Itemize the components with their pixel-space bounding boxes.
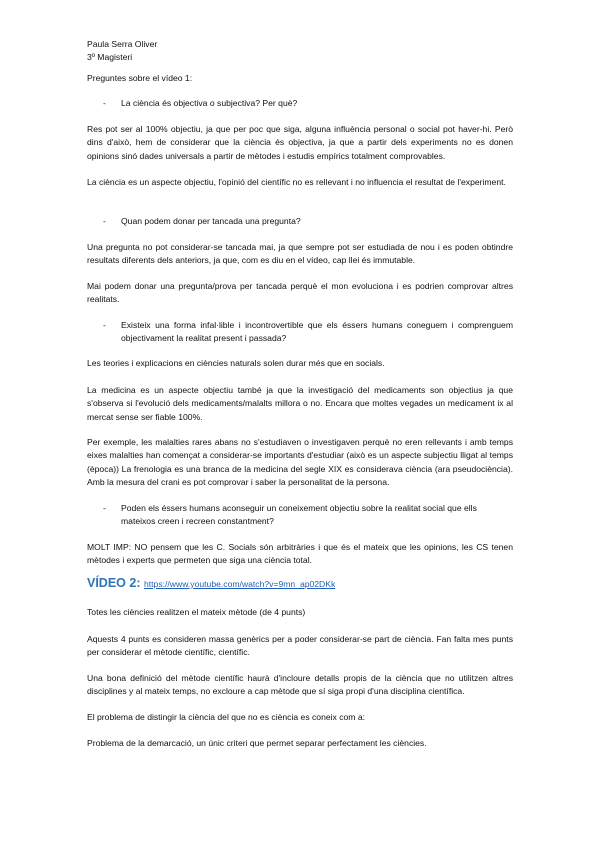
- question-3: Existeix una forma infal·lible i incontrovertible que els éssers humans coneguem i comprenguem objectivament la realitat present i passada?: [121, 320, 513, 344]
- video-2-link[interactable]: https://www.youtube.com/watch?v=9mn_ap02DKk: [143, 579, 336, 589]
- bullet-dash: -: [103, 320, 106, 330]
- question-4: Poden els éssers humans aconseguir un coneixement objectiu sobre la realitat social que ells mateixos creen i recreen constantment?: [121, 503, 477, 527]
- paragraph: El problema de distingir la ciència del que no es ciència es coneix com a:: [87, 712, 366, 722]
- paragraph: Una bona definició del mètode científic haurà d'incloure detalls propis de la ciència que no utilitzen altres disciplines y al mateix temps, no excloure a cap mètode que sí siga propi d'una disciplina científica.: [87, 673, 513, 697]
- question-1: La ciència és objectiva o subjectiva? Per què?: [121, 98, 298, 108]
- section-title: Preguntes sobre el vídeo 1:: [87, 73, 193, 83]
- bullet-dash: -: [103, 216, 106, 226]
- paragraph: La medicina es un aspecte objectiu també ja que la investigació del medicaments son objectius ja que s'observa si l'evolució dels medicaments/malalts millora o no. Encara que moltes vegades un medicament ix al mercat sense ser fiable 100%.: [87, 385, 513, 422]
- paragraph: MOLT IMP: NO pensem que les C. Socials són arbitràries i que és el mateix que les opinions, les CS tenen mètodes i experts que permeten que siga una ciència total.: [87, 542, 513, 566]
- paragraph: Mai podem donar una pregunta/prova per tancada perquè el mon evoluciona i es podrien comprovar altres realitats.: [87, 281, 513, 305]
- paragraph: Problema de la demarcació, un únic criteri que permet separar perfectament les ciències.: [87, 738, 427, 748]
- paragraph: Res pot ser al 100% objectiu, ja que per poc que siga, alguna influència personal o social pot haver-hi. Però dins d'això, hem de considerar que la ciència és objectiva, ja que a partir dels experiments no es donen opinions sinó dades universals a partir de mètodes i estudis empírics totalment comprovables.: [87, 124, 513, 161]
- author-name: Paula Serra Oliver: [87, 39, 158, 49]
- question-2: Quan podem donar per tancada una pregunta?: [121, 216, 301, 226]
- paragraph: Per exemple, les malalties rares abans no s'estudiaven o investigaven perquè no eren rellevants i amb temps eixes malalties han començat a considerar-se importants d'estudiar (això es un aspecte subjectiu lligat al temps (època)) La frenologia es una branca de la medicina del segle XIX es considerava ciència (ara pseudociència). Amb la mesura del crani es pot comprovar i saber la personalitat de la persona.: [87, 437, 513, 488]
- paragraph: Aquests 4 punts es consideren massa genèrics per a poder considerar-se part de ciència. Fan falta mes punts per considerar el mètode científic, científic.: [87, 634, 513, 658]
- paragraph: La ciència es un aspecte objectiu, l'opinió del científic no es rellevant i no influencia el resultat de l'experiment.: [87, 177, 506, 187]
- video-2-heading: [87, 575, 335, 592]
- bullet-dash: -: [103, 98, 106, 108]
- bullet-dash: -: [103, 503, 106, 513]
- video-2-label: VÍDEO 2:: [87, 576, 141, 590]
- course-label: 3º Magisteri: [87, 52, 133, 62]
- paragraph: Una pregunta no pot considerar-se tancada mai, ja que sempre pot ser estudiada de nou i es poden obtindre resultats diferents dels anteriors, ja que, com es diu en el vídeo, cap llei és immutable.: [87, 242, 513, 266]
- paragraph: Totes les ciències realitzen el mateix mètode (de 4 punts): [87, 607, 306, 617]
- paragraph: Les teories i explicacions en ciències naturals solen durar més que en socials.: [87, 358, 385, 368]
